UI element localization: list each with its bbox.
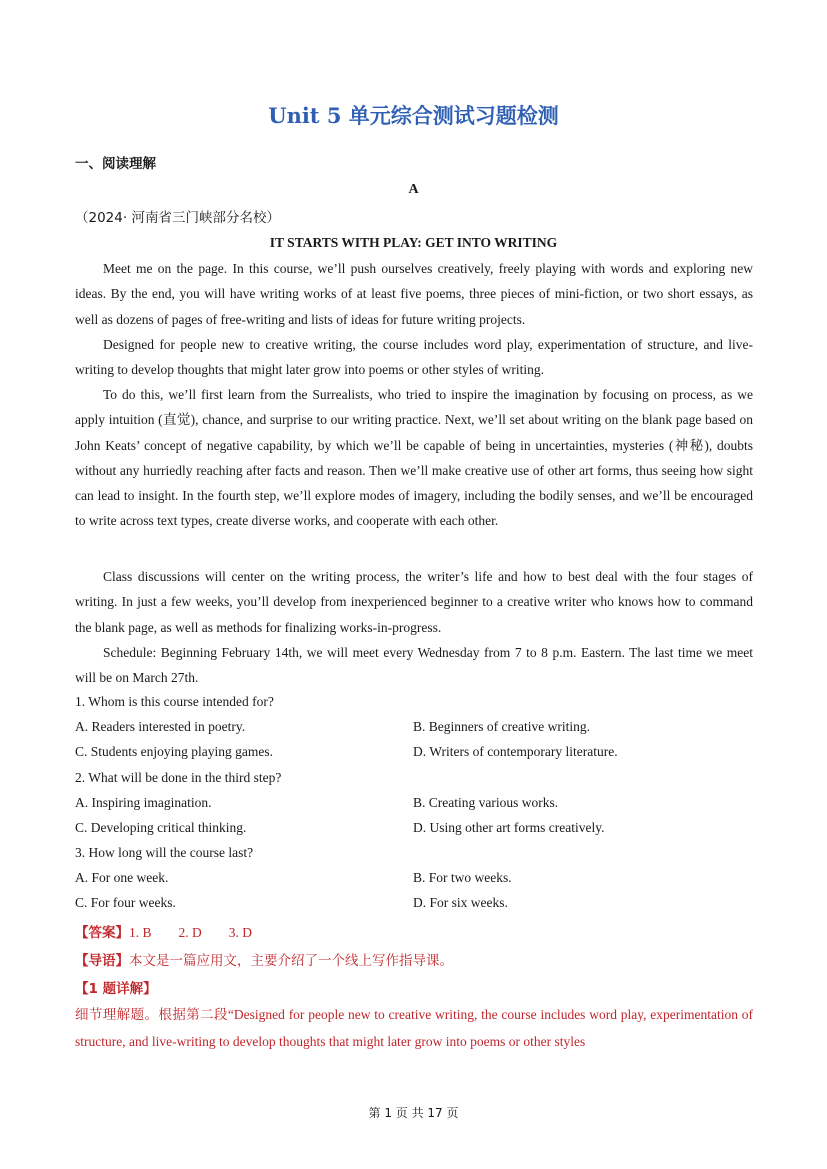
paragraph-4: Class discussions will center on the writing process, the writer’s life and how to best deal with the four stages of writing. In just a few weeks, you’ll develop from inexperienced beginner to a creative writer who knows how to command the blank page, as well as methods for finalizing works-in-progress. xyxy=(75,569,753,635)
q2-option-a: A. Inspiring imagination. xyxy=(75,795,212,810)
q3-option-b: B. For two weeks. xyxy=(413,870,512,885)
passage-letter: A xyxy=(408,182,419,197)
question-1-stem: 1. Whom is this course intended for? xyxy=(75,694,274,709)
q1-option-a: A. Readers interested in poetry. xyxy=(75,719,246,734)
source-note: （2024· 河南省三门峡部分名校） xyxy=(75,210,280,226)
guide-line xyxy=(75,949,453,969)
q2-option-c: C. Developing critical thinking. xyxy=(75,820,247,835)
page-title: Unit 5 单元综合测试习题检测 xyxy=(268,103,559,128)
q3-option-a: A. For one week. xyxy=(75,870,169,885)
section-heading: 一、阅读理解 xyxy=(75,156,156,172)
q1-option-d: D. Writers of contemporary literature. xyxy=(413,744,618,759)
paragraph-5: Schedule: Beginning February 14th, we will meet every Wednesday from 7 to 8 p.m. Eastern. The last time we meet will be on March 27th. xyxy=(75,645,753,686)
q2-option-b: B. Creating various works. xyxy=(413,795,559,810)
paragraph-1: Meet me on the page. In this course, we’ll push ourselves creatively, freely playing with words and exploring new ideas. By the end, you will have writing works of at least five poems, three pieces of mini-fiction, or two short essays, as well as dozens of pages of free-writing and lists of ideas for future writing projects. xyxy=(75,261,753,327)
answer-line xyxy=(75,921,252,941)
passage-title: IT STARTS WITH PLAY: GET INTO WRITING xyxy=(269,235,558,250)
q3-option-c: C. For four weeks. xyxy=(75,895,176,910)
q3-option-d: D. For six weeks. xyxy=(413,895,508,910)
answer-tag: 【答案】 xyxy=(75,925,129,941)
answer-values: 1. B 2. D 3. D xyxy=(129,925,253,940)
q2-option-d: D. Using other art forms creatively. xyxy=(413,820,605,835)
guide-tag: 【导语】 xyxy=(75,953,129,969)
paragraph-3: To do this, we’ll first learn from the Surrealists, who tried to inspire the imagination by focusing on process, as we apply intuition (直觉), chance, and surprise to our writing practice. Next, we’ll set about writing on the blank page based on John Keats’ concept of negative capability, by which we’ll be capable of being in uncertainties, mysteries (神秘), doubts without any hurriedly reaching after facts and reason. Then we’ll make creative use of other art forms, thus seeing how sight can lead to insight. In the fourth step, we’ll explore modes of imagery, including the bodily senses, and we’ll be encouraged to write across text types, create diverse works, and cooperate with each other. xyxy=(75,387,753,529)
detail-heading xyxy=(75,977,157,997)
question-2-stem: 2. What will be done in the third step? xyxy=(75,770,282,785)
guide-text: 本文是一篇应用文，主要介绍了一个线上写作指导课。 xyxy=(129,953,453,969)
q1-option-b: B. Beginners of creative writing. xyxy=(413,719,590,734)
question-3-stem: 3. How long will the course last? xyxy=(75,845,254,860)
page-footer: 第 1 页 共 17 页 xyxy=(368,1106,459,1120)
paragraph-2: Designed for people new to creative writing, the course includes word play, experimentation of structure, and live-writing to develop thoughts that might later grow into poems or other styles of writing. xyxy=(75,337,753,378)
detail-tag: 【1 题详解】 xyxy=(75,981,157,997)
q1-option-c: C. Students enjoying playing games. xyxy=(75,744,273,759)
detail-explanation: 细节理解题。根据第二段“Designed for people new to creative writing, the course includes word play, experimentation of structure, and live-writing to develop thoughts that might later grow into poems or other styles xyxy=(75,1007,753,1049)
